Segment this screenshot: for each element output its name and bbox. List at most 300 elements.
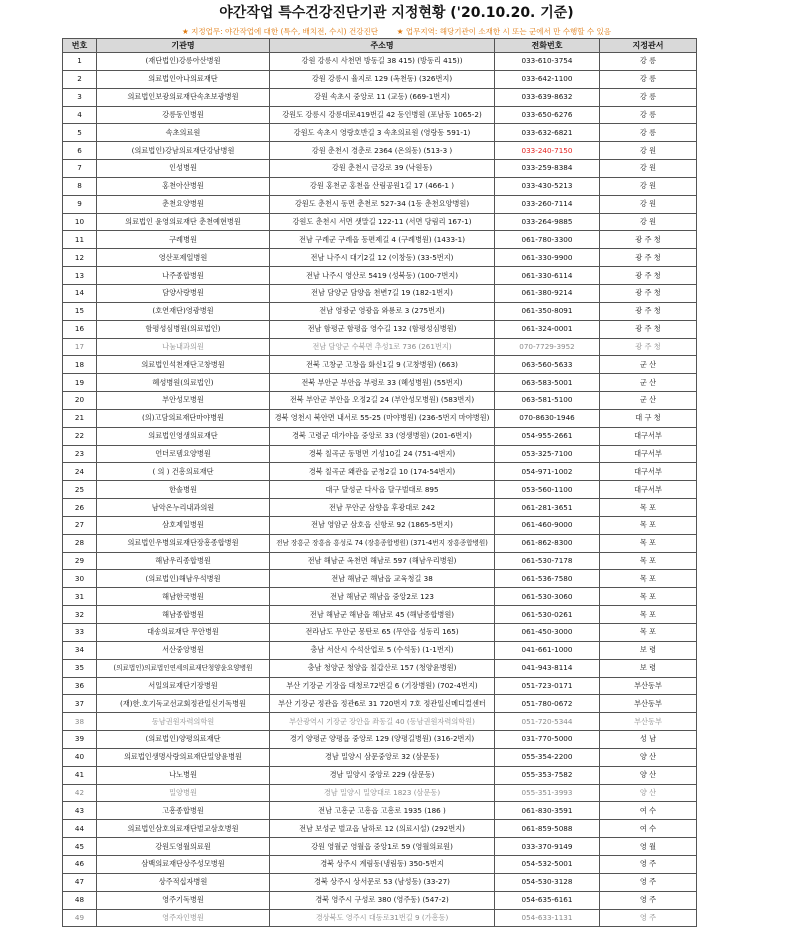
row-region: 강 릉 [600, 88, 697, 106]
header-no: 번호 [63, 39, 97, 53]
row-phone: 033-610-3754 [495, 53, 600, 71]
row-phone: 063-581-5100 [495, 392, 600, 410]
row-no: 30 [63, 570, 97, 588]
row-phone: 061-330-9900 [495, 249, 600, 267]
row-no: 29 [63, 552, 97, 570]
table-row [63, 392, 697, 410]
row-phone: 061-862-8300 [495, 534, 600, 552]
table-row [63, 409, 697, 427]
row-region: 대 구 청 [600, 409, 697, 427]
row-addr: 강원 속초시 중앙로 11 (교동) (669-1번지) [270, 88, 495, 106]
row-org: (재단법인)강릉아산병원 [97, 53, 270, 71]
row-no: 33 [63, 624, 97, 642]
row-no: 3 [63, 88, 97, 106]
row-region: 광 주 청 [600, 284, 697, 302]
row-phone: 041-661-1000 [495, 641, 600, 659]
row-region: 강 릉 [600, 106, 697, 124]
row-addr: 경북 칠곡군 왜관읍 군청2길 10 (174-54번지) [270, 463, 495, 481]
row-phone: 061-330-6114 [495, 267, 600, 285]
row-org: 해남우리종합병원 [97, 552, 270, 570]
row-no: 1 [63, 53, 97, 71]
table-row [63, 748, 697, 766]
row-phone: 054-532-5001 [495, 855, 600, 873]
row-addr: 전남 해남군 해남읍 해남로 45 (해남종합병원) [270, 606, 495, 624]
row-org: 의료법인생명사랑의료재단밀양윤병원 [97, 748, 270, 766]
table-row [63, 124, 697, 142]
row-phone: 061-530-7178 [495, 552, 600, 570]
row-addr: 부산광역시 기장군 장안읍 좌동길 40 (동남권원자력의학원) [270, 713, 495, 731]
row-addr: 경북 영천시 북안면 내서로 55-25 (마야병원) (236-5번지 마야병원) [270, 409, 495, 427]
header-phone: 전화번호 [495, 39, 600, 53]
row-region: 보 령 [600, 659, 697, 677]
row-no: 43 [63, 802, 97, 820]
row-region: 부산동부 [600, 677, 697, 695]
table-row [63, 802, 697, 820]
institution-table [62, 38, 697, 927]
table-row [63, 713, 697, 731]
row-no: 42 [63, 784, 97, 802]
row-addr: 경북 영주시 구성로 380 (영주동) (547-2) [270, 891, 495, 909]
table-row [63, 891, 697, 909]
row-org: 속초의료원 [97, 124, 270, 142]
table-row [63, 445, 697, 463]
row-org: (재)한.호기독교선교회정관일신기독병원 [97, 695, 270, 713]
row-org: 남악온누리내과의원 [97, 499, 270, 517]
row-no: 35 [63, 659, 97, 677]
row-region: 광 주 청 [600, 231, 697, 249]
row-phone: 041-943-8114 [495, 659, 600, 677]
row-addr: 강원도 춘천시 서면 샛말길 122-11 (서면 당림리 167-1) [270, 213, 495, 231]
row-addr: 전라남도 무안군 몽탄로 65 (무안읍 성동리 165) [270, 624, 495, 642]
row-phone: 053-560-1100 [495, 481, 600, 499]
row-no: 19 [63, 374, 97, 392]
row-region: 군 산 [600, 392, 697, 410]
row-addr: 경북 고령군 대가야읍 중앙로 33 (영생병원) (201-6번지) [270, 427, 495, 445]
row-no: 5 [63, 124, 97, 142]
row-addr: 강원 춘천시 금강로 39 (낙원동) [270, 160, 495, 178]
row-phone: 061-350-8091 [495, 302, 600, 320]
table-row [63, 820, 697, 838]
row-addr: 강원 강릉시 율지로 129 (옥천동) (326번지) [270, 70, 495, 88]
header-org: 기관명 [97, 39, 270, 53]
row-addr: 전남 해남군 해남읍 교육청길 38 [270, 570, 495, 588]
page-title: 야간작업 특수건강진단기관 지정현황 ('20.10.20. 기준) [219, 5, 574, 21]
row-org: 상주적십자병원 [97, 873, 270, 891]
row-region: 목 포 [600, 499, 697, 517]
row-addr: 전북 고창군 고창읍 화신1길 9 (고창병원) (663) [270, 356, 495, 374]
row-addr: 전남 나주시 영산로 5419 (성북동) (100-7번지) [270, 267, 495, 285]
row-no: 44 [63, 820, 97, 838]
row-org: 의료법인삼호의료재단벌교삼호병원 [97, 820, 270, 838]
row-addr: 전남 담양군 수북면 추성1로 736 (261번지) [270, 338, 495, 356]
row-org: 삼백의료재단상주성모병원 [97, 855, 270, 873]
row-org: 홍천아산병원 [97, 177, 270, 195]
table-row [63, 677, 697, 695]
row-phone: 051-720-5344 [495, 713, 600, 731]
row-no: 16 [63, 320, 97, 338]
table-row [63, 249, 697, 267]
row-no: 23 [63, 445, 97, 463]
table-header-row [63, 39, 697, 53]
header-region: 지정관서 [600, 39, 697, 53]
row-no: 15 [63, 302, 97, 320]
table-row [63, 374, 697, 392]
row-no: 21 [63, 409, 97, 427]
row-org: 춘천요양병원 [97, 195, 270, 213]
row-addr: 전북 부안군 부안읍 오정2길 24 (부안성모병원) (583번지) [270, 392, 495, 410]
table-row [63, 213, 697, 231]
row-no: 6 [63, 142, 97, 160]
row-phone: 031-770-5000 [495, 731, 600, 749]
row-phone: 070-7729-3952 [495, 338, 600, 356]
row-phone: 051-780-0672 [495, 695, 600, 713]
row-region: 강 릉 [600, 70, 697, 88]
table-row [63, 160, 697, 178]
row-phone: 063-560-5633 [495, 356, 600, 374]
row-org: 대송의료재단 무안병원 [97, 624, 270, 642]
row-region: 영 주 [600, 891, 697, 909]
row-region: 성 남 [600, 731, 697, 749]
row-addr: 전남 함평군 함평읍 영수길 132 (함평성심병원) [270, 320, 495, 338]
table-row [63, 766, 697, 784]
row-addr: 경남 밀양시 밀양대로 1823 (삼문동) [270, 784, 495, 802]
row-no: 17 [63, 338, 97, 356]
row-region: 대구서부 [600, 427, 697, 445]
row-region: 여 수 [600, 820, 697, 838]
row-phone: 061-530-3060 [495, 588, 600, 606]
row-no: 11 [63, 231, 97, 249]
row-org: 인성병원 [97, 160, 270, 178]
row-no: 2 [63, 70, 97, 88]
row-phone: 061-536-7580 [495, 570, 600, 588]
row-no: 36 [63, 677, 97, 695]
row-region: 양 산 [600, 784, 697, 802]
row-region: 강 원 [600, 195, 697, 213]
row-no: 18 [63, 356, 97, 374]
row-region: 목 포 [600, 588, 697, 606]
row-org: 밀양병원 [97, 784, 270, 802]
row-no: 4 [63, 106, 97, 124]
table-row [63, 641, 697, 659]
table-row [63, 909, 697, 927]
row-phone: 054-955-2661 [495, 427, 600, 445]
row-region: 목 포 [600, 552, 697, 570]
row-region: 군 산 [600, 374, 697, 392]
row-no: 20 [63, 392, 97, 410]
table-row [63, 302, 697, 320]
row-addr: 전남 보성군 벌교읍 남하로 12 (의료시설) (292번지) [270, 820, 495, 838]
row-org: 구례병원 [97, 231, 270, 249]
row-region: 영 월 [600, 838, 697, 856]
row-region: 양 산 [600, 766, 697, 784]
table-row [63, 481, 697, 499]
row-no: 38 [63, 713, 97, 731]
table-row [63, 552, 697, 570]
row-org: 강릉동인병원 [97, 106, 270, 124]
row-org: 서산중앙병원 [97, 641, 270, 659]
row-phone: 033-642-1100 [495, 70, 600, 88]
table-row [63, 606, 697, 624]
row-addr: 전남 해남군 옥천면 해남로 597 (해남우리병원) [270, 552, 495, 570]
row-phone: 054-633-1131 [495, 909, 600, 927]
row-addr: 경북 칠곡군 동명면 기성10길 24 (751-4번지) [270, 445, 495, 463]
table-row [63, 267, 697, 285]
row-phone: 033-240-7150 [495, 142, 600, 160]
table-row [63, 53, 697, 71]
row-region: 광 주 청 [600, 320, 697, 338]
row-org: 혜성병원(의료법인) [97, 374, 270, 392]
row-phone: 033-650-6276 [495, 106, 600, 124]
row-phone: 033-260-7114 [495, 195, 600, 213]
row-no: 31 [63, 588, 97, 606]
row-region: 군 산 [600, 356, 697, 374]
row-region: 목 포 [600, 570, 697, 588]
row-addr: 강원도 강릉시 강릉대로419번길 42 동인병원 (포남동 1065-2) [270, 106, 495, 124]
table-row [63, 838, 697, 856]
row-phone: 061-281-3651 [495, 499, 600, 517]
row-addr: 전남 담양군 담양읍 천변7길 19 (182-1번지) [270, 284, 495, 302]
row-region: 광 주 청 [600, 267, 697, 285]
row-no: 39 [63, 731, 97, 749]
table-row [63, 463, 697, 481]
table-row [63, 570, 697, 588]
row-addr: 강원 강릉시 사천면 방동길 38 415) (방동리 415)) [270, 53, 495, 71]
table-row [63, 356, 697, 374]
table-row [63, 855, 697, 873]
row-org: (의료법인)양평의료재단 [97, 731, 270, 749]
row-org: 의료법인보광의료재단속초보광병원 [97, 88, 270, 106]
row-no: 26 [63, 499, 97, 517]
row-region: 광 주 청 [600, 338, 697, 356]
row-no: 40 [63, 748, 97, 766]
note-work-region: ★ 업무지역: 해당기관이 소재한 시 또는 군에서 만 수행할 수 있음 [396, 27, 611, 36]
row-no: 24 [63, 463, 97, 481]
table-row [63, 695, 697, 713]
row-addr: 전남 영광군 영광읍 와룡로 3 (275번지) [270, 302, 495, 320]
row-phone: 051-723-0171 [495, 677, 600, 695]
row-org: 나눔내과의원 [97, 338, 270, 356]
row-phone: 055-354-2200 [495, 748, 600, 766]
row-region: 목 포 [600, 516, 697, 534]
row-phone: 033-632-6821 [495, 124, 600, 142]
row-region: 대구서부 [600, 481, 697, 499]
row-org: 고흥종합병원 [97, 802, 270, 820]
row-no: 27 [63, 516, 97, 534]
row-addr: 전남 해남군 해남읍 중앙2로 123 [270, 588, 495, 606]
row-org: 나노병원 [97, 766, 270, 784]
row-no: 14 [63, 284, 97, 302]
row-no: 47 [63, 873, 97, 891]
row-no: 22 [63, 427, 97, 445]
row-addr: 충남 서산시 수석산업로 5 (수석동) (1-1번지) [270, 641, 495, 659]
row-phone: 055-353-7582 [495, 766, 600, 784]
row-addr: 전남 영암군 삼호읍 신항로 92 (1865-5번지) [270, 516, 495, 534]
row-addr: 전남 무안군 삼향읍 후광대로 242 [270, 499, 495, 517]
table-row [63, 338, 697, 356]
row-region: 강 원 [600, 213, 697, 231]
row-org: ( 의 ) 건흥의료재단 [97, 463, 270, 481]
row-addr: 경북 상주시 상서문로 53 (남성동) (33-27) [270, 873, 495, 891]
row-region: 대구서부 [600, 463, 697, 481]
row-phone: 061-324-0001 [495, 320, 600, 338]
row-org: (의료법인)의료법인연세의료재단청양윤요양병원 [97, 659, 270, 677]
row-phone: 033-259-8384 [495, 160, 600, 178]
row-no: 10 [63, 213, 97, 231]
row-region: 부산동부 [600, 695, 697, 713]
note-designated-work: ★ 지정업무: 야간작업에 대한 (특수, 배치전, 수시) 건강진단 [182, 27, 378, 36]
row-no: 48 [63, 891, 97, 909]
row-no: 12 [63, 249, 97, 267]
row-addr: 경상북도 영주시 대동로31번길 9 (가흥동) [270, 909, 495, 927]
row-phone: 061-830-3591 [495, 802, 600, 820]
row-no: 7 [63, 160, 97, 178]
row-no: 46 [63, 855, 97, 873]
row-addr: 경기 양평군 양평읍 중앙로 129 (양평길병원) (316-2번지) [270, 731, 495, 749]
row-org: 의료법인석천재단고창병원 [97, 356, 270, 374]
table-row [63, 106, 697, 124]
row-region: 강 원 [600, 177, 697, 195]
row-phone: 033-370-9149 [495, 838, 600, 856]
row-org: 동남권원자력의학원 [97, 713, 270, 731]
row-org: (의)고담의료재단마야병원 [97, 409, 270, 427]
row-region: 목 포 [600, 606, 697, 624]
table-row [63, 499, 697, 517]
table-row [63, 195, 697, 213]
row-org: 언더로뎀요양병원 [97, 445, 270, 463]
row-phone: 033-430-5213 [495, 177, 600, 195]
row-phone: 061-380-9214 [495, 284, 600, 302]
row-addr: 전남 구례군 구례읍 동편제길 4 (구례병원) (1433-1) [270, 231, 495, 249]
row-region: 강 릉 [600, 53, 697, 71]
table-row [63, 70, 697, 88]
row-region: 강 원 [600, 142, 697, 160]
table-row [63, 534, 697, 552]
table-row [63, 516, 697, 534]
table-row [63, 284, 697, 302]
row-phone: 055-351-3993 [495, 784, 600, 802]
row-phone: 063-583-5001 [495, 374, 600, 392]
row-phone: 033-264-9885 [495, 213, 600, 231]
row-org: 의료법인우병의료재단장흥종합병원 [97, 534, 270, 552]
row-no: 45 [63, 838, 97, 856]
row-region: 광 주 청 [600, 249, 697, 267]
row-region: 목 포 [600, 624, 697, 642]
row-region: 양 산 [600, 748, 697, 766]
row-region: 부산동부 [600, 713, 697, 731]
row-region: 영 주 [600, 909, 697, 927]
row-phone: 054-971-1002 [495, 463, 600, 481]
row-org: 영주자인병원 [97, 909, 270, 927]
table-row [63, 320, 697, 338]
row-org: 삼호제일병원 [97, 516, 270, 534]
row-addr: 강원 홍천군 홍천읍 산림공원1길 17 (466-1 ) [270, 177, 495, 195]
row-org: (의료법인)강남의료재단강남병원 [97, 142, 270, 160]
row-phone: 061-450-3000 [495, 624, 600, 642]
row-addr: 강원도 속초시 영랑호반길 3 속초의료원 (영랑동 591-1) [270, 124, 495, 142]
row-org: 강원도영월의료원 [97, 838, 270, 856]
notes-line [0, 26, 793, 37]
row-org: 해남종합병원 [97, 606, 270, 624]
row-no: 49 [63, 909, 97, 927]
table-row [63, 427, 697, 445]
row-addr: 강원 영월군 영월읍 중앙1로 59 (영월의료원) [270, 838, 495, 856]
table-row [63, 231, 697, 249]
row-phone: 061-460-9000 [495, 516, 600, 534]
row-phone: 061-859-5088 [495, 820, 600, 838]
row-org: (호연재단)영광병원 [97, 302, 270, 320]
row-no: 13 [63, 267, 97, 285]
table-row [63, 588, 697, 606]
row-addr: 전남 나주시 대기2길 12 (이창동) (33-5번지) [270, 249, 495, 267]
row-org: 의료법인 윤영의료재단 춘천예현병원 [97, 213, 270, 231]
row-org: 서일의료재단기장병원 [97, 677, 270, 695]
row-org: 한솔병원 [97, 481, 270, 499]
row-phone: 070-8630-1946 [495, 409, 600, 427]
row-no: 9 [63, 195, 97, 213]
table-row [63, 659, 697, 677]
row-addr: 강원도 춘천시 동면 춘천로 527-34 (1동 춘천요양병원) [270, 195, 495, 213]
row-addr: 경남 밀양시 중앙로 229 (삼문동) [270, 766, 495, 784]
row-no: 28 [63, 534, 97, 552]
row-org: (의료법인)해남우석병원 [97, 570, 270, 588]
row-org: 영산포제일병원 [97, 249, 270, 267]
table-row [63, 624, 697, 642]
row-region: 강 릉 [600, 124, 697, 142]
row-org: 함평성심병원(의료법인) [97, 320, 270, 338]
table-row [63, 731, 697, 749]
row-no: 25 [63, 481, 97, 499]
table-row [63, 873, 697, 891]
row-addr: 전북 부안군 부안읍 부령로 33 (혜성병원) (55번지) [270, 374, 495, 392]
row-addr: 경남 밀양시 삼문중앙로 32 (삼문동) [270, 748, 495, 766]
row-org: 의료법인아나의료재단 [97, 70, 270, 88]
table-row [63, 142, 697, 160]
row-addr: 대구 달성군 다사읍 달구벌대로 895 [270, 481, 495, 499]
table-row [63, 784, 697, 802]
header-addr: 주소명 [270, 39, 495, 53]
row-addr: 전남 고흥군 고흥읍 고흥로 1935 (186 ) [270, 802, 495, 820]
row-phone: 054-635-6161 [495, 891, 600, 909]
table-row [63, 88, 697, 106]
row-phone: 054-530-3128 [495, 873, 600, 891]
row-region: 광 주 청 [600, 302, 697, 320]
row-org: 부안성모병원 [97, 392, 270, 410]
row-phone: 061-780-3300 [495, 231, 600, 249]
row-addr: 부산 기장군 정관읍 정관6로 31 720번지 7호 정관일신메디컬센터 [270, 695, 495, 713]
row-no: 34 [63, 641, 97, 659]
row-phone: 053-325-7100 [495, 445, 600, 463]
row-addr: 부산 기장군 기장읍 대청로72번길 6 (기장병원) (702-4번지) [270, 677, 495, 695]
row-org: 의료법인영생의료재단 [97, 427, 270, 445]
row-addr: 전남 장흥군 장흥읍 흥성로 74 (장흥종합병원) (371-4번지 장흥종합병원) [270, 534, 495, 552]
row-org: 담양사랑병원 [97, 284, 270, 302]
row-addr: 강원 춘천시 경춘로 2364 (온의동) (513-3 ) [270, 142, 495, 160]
table-row [63, 177, 697, 195]
row-phone: 033-639-8632 [495, 88, 600, 106]
row-no: 32 [63, 606, 97, 624]
row-region: 목 포 [600, 534, 697, 552]
row-phone: 061-530-0261 [495, 606, 600, 624]
row-org: 나주종합병원 [97, 267, 270, 285]
row-org: 영주기독병원 [97, 891, 270, 909]
row-region: 여 수 [600, 802, 697, 820]
row-region: 영 주 [600, 855, 697, 873]
row-region: 영 주 [600, 873, 697, 891]
row-region: 강 원 [600, 160, 697, 178]
row-region: 보 령 [600, 641, 697, 659]
row-region: 대구서부 [600, 445, 697, 463]
row-no: 37 [63, 695, 97, 713]
